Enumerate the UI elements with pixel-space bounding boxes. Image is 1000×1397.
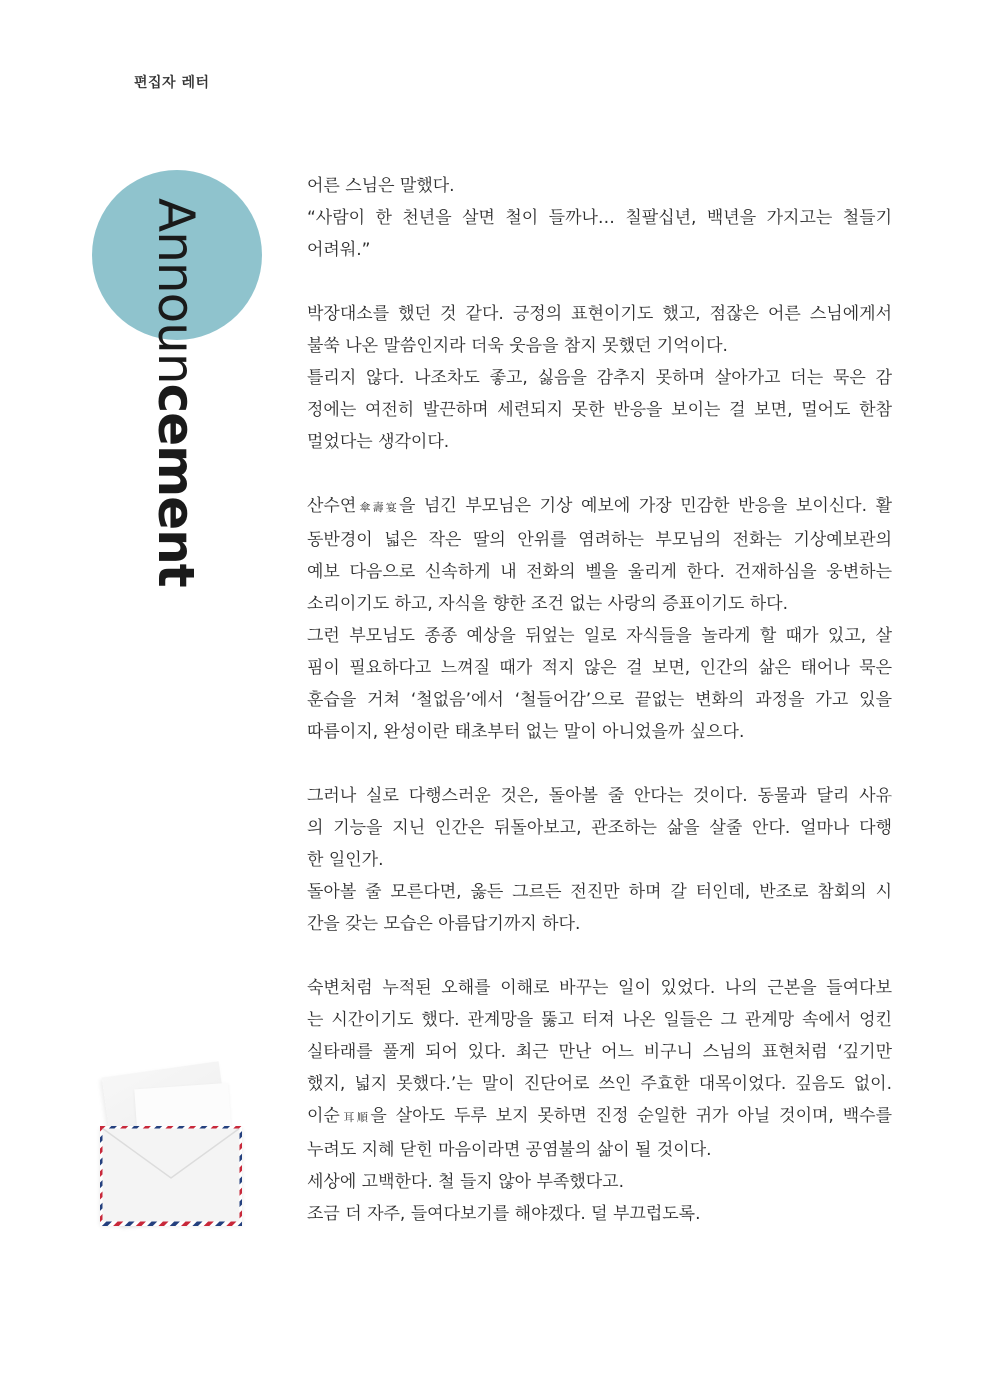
text-line-with-hanja — [307, 490, 892, 524]
text-line: 어른 스님은 말했다. — [307, 176, 455, 196]
paragraph-1 — [307, 170, 892, 266]
text-line: 박장대소를 했던 것 같다. 긍정의 표현이기도 했고, 점잖은 어른 스님에게서 — [307, 304, 892, 324]
text-line: 핌이 필요하다고 느껴질 때가 적지 않은 걸 보면, 인간의 삶은 태어나 묵은 — [307, 658, 892, 678]
text-line: 의 기능을 지닌 인간은 뒤돌아보고, 관조하는 삶을 살줄 안다. 얼마나 다행 — [307, 818, 892, 838]
text-line: 그러나 실로 다행스러운 것은, 돌아볼 줄 안다는 것이다. 동물과 달리 사유 — [307, 786, 892, 806]
text-line: 틀리지 않다. 나조차도 좋고, 싫음을 감추지 못하며 살아가고 더는 묵은 감 — [307, 368, 892, 388]
page-title-part2: cement — [147, 383, 205, 587]
page-title-part1: Announ — [147, 198, 205, 384]
text-line: 간을 갖는 모습은 아름답기까지 하다. — [307, 914, 581, 934]
text-line: 누려도 지혜 닫힌 마음이라면 공염불의 삶이 될 것이다. — [307, 1140, 712, 1160]
envelope-border — [100, 1126, 242, 1226]
text-line: 세상에 고백한다. 철 들지 않아 부족했다고. — [307, 1172, 625, 1192]
airmail-envelope-icon — [100, 1068, 242, 1226]
text-line: 따름이지, 완성이란 태초부터 없는 말이 아니었을까 싶으다. — [307, 722, 745, 742]
text-line: 동반경이 넓은 작은 딸의 안위를 염려하는 부모님의 전화는 기상예보관의 — [307, 530, 892, 550]
text-line: 정에는 여전히 발끈하며 세련되지 못한 반응을 보이는 걸 보면, 멀어도 한참 — [307, 400, 892, 420]
letter-body — [307, 170, 892, 1262]
text-line: 했지, 넓지 못했다.’는 말이 진단어로 쓰인 주효한 대목이었다. 깊음도 없이. — [307, 1074, 892, 1094]
text-line: 소리이기도 하고, 자식을 향한 조건 없는 사랑의 증표이기도 하다. — [307, 594, 789, 614]
text-line: 숙변처럼 누적된 오해를 이해로 바꾸는 일이 있었다. 나의 근본을 들여다보 — [307, 978, 892, 998]
text-line: 멀었다는 생각이다. — [307, 432, 450, 452]
text-segment: 이순 — [307, 1106, 340, 1126]
paragraph-2 — [307, 298, 892, 458]
paragraph-5 — [307, 972, 892, 1230]
text-line: 실타래를 풀게 되어 있다. 최근 만난 어느 비구니 스님의 표현처럼 ‘깊기만 — [307, 1042, 892, 1062]
text-line: “사람이 한 천년을 살면 철이 들까나… 칠팔십년, 백년을 가지고는 철들기 — [307, 208, 892, 228]
text-segment: 을 넘긴 부모님은 기상 예보에 가장 민감한 반응을 보이신다. 활 — [398, 496, 892, 516]
text-line: 는 시간이기도 했다. 관계망을 뚫고 터져 나온 일들은 그 관계망 속에서 엉킨 — [307, 1010, 892, 1030]
text-line: 불쑥 나온 말씀인지라 더욱 웃음을 참지 못했던 기억이다. — [307, 336, 728, 356]
paragraph-4 — [307, 780, 892, 940]
text-line: 조금 더 자주, 들여다보기를 해야겠다. 덜 부끄럽도록. — [307, 1204, 701, 1224]
page-title — [147, 198, 205, 587]
text-line: 어려워.” — [307, 240, 371, 260]
text-line: 한 일인가. — [307, 850, 384, 870]
text-line: 훈습을 거쳐 ‘철없음’에서 ‘철들어감’으로 끝없는 변화의 과정을 가고 있을 — [307, 690, 892, 710]
hanja-annotation: 耳順 — [339, 1111, 371, 1124]
hanja-annotation: 傘壽宴 — [356, 501, 399, 514]
paragraph-3 — [307, 490, 892, 748]
text-line: 돌아볼 줄 모른다면, 옳든 그르든 전진만 하며 갈 터인데, 반조로 참회의 시 — [307, 882, 892, 902]
section-label: 편집자 레터 — [134, 75, 210, 91]
text-segment: 을 살아도 두루 보지 못하면 진정 순일한 귀가 아닐 것이며, 백수를 — [370, 1106, 893, 1126]
text-segment: 산수연 — [307, 496, 357, 516]
text-line-with-hanja — [307, 1100, 892, 1134]
text-line: 예보 다음으로 신속하게 내 전화의 벨을 울리게 한다. 건재하심을 웅변하는 — [307, 562, 892, 582]
text-line: 그런 부모님도 종종 예상을 뒤엎는 일로 자식들을 놀라게 할 때가 있고, 살 — [307, 626, 892, 646]
